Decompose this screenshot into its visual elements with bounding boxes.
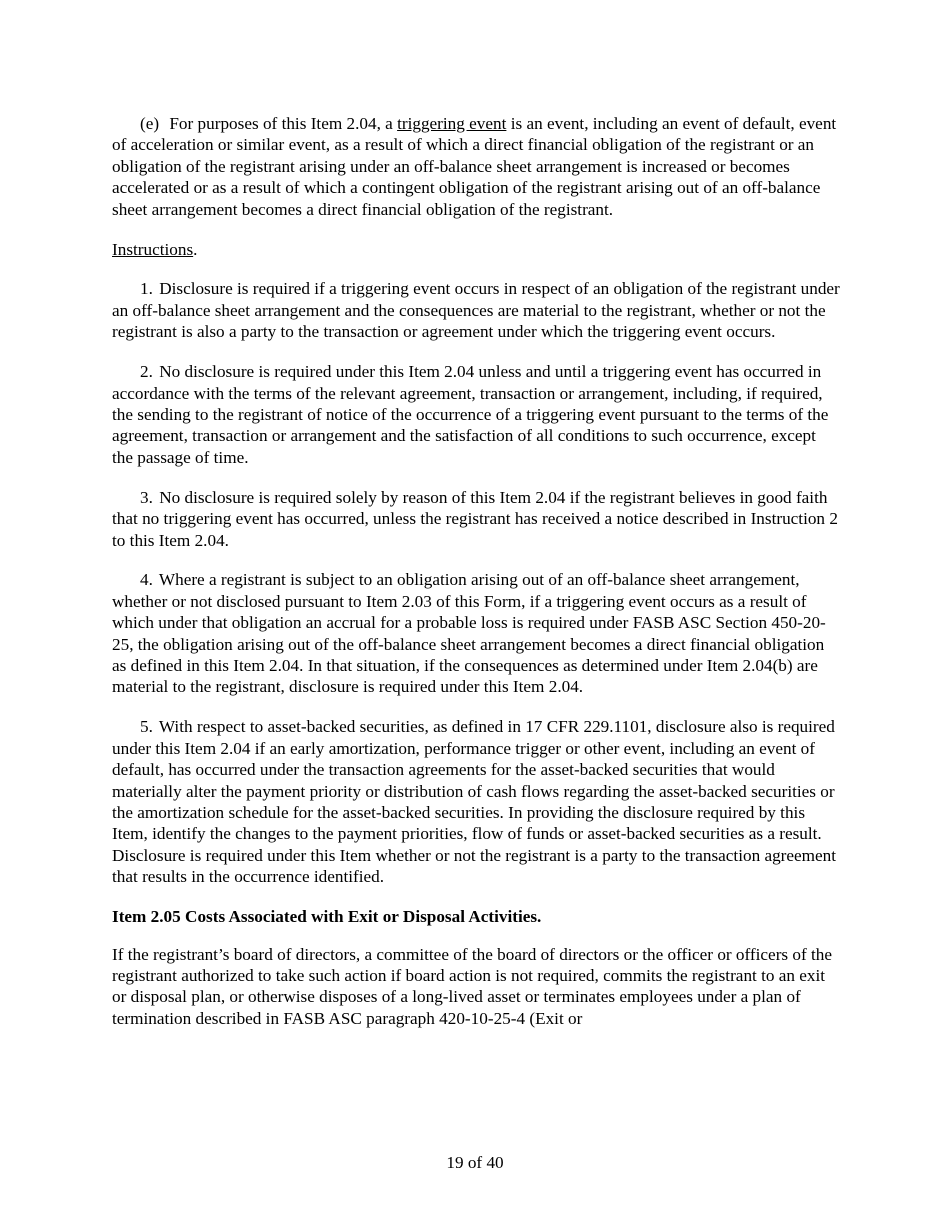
instruction-text: Disclosure is required if a triggering event occurs in respect of an obligation of the registrant under an off-balance sheet arrangement and the consequences are material to the registrant, whether or not the registrant is also a party to the transaction or agreement under which the triggering event occurs. — [112, 279, 840, 342]
instruction-1 — [112, 278, 840, 342]
instruction-text: Where a registrant is subject to an obligation arising out of an off-balance sheet arrangement, whether or not disclosed pursuant to Item 2.03 of this Form, if a triggering event occurs as a result of which under that obligation an accrual for a probable loss is required under FASB ASC Section 450-20-25, the obligation arising out of the off-balance sheet arrangement becomes a direct financial obligation as defined in this Item 2.04. In that situation, if the consequences as determined under Item 2.04(b) are material to the registrant, disclosure is required under this Item 2.04. — [112, 570, 826, 697]
paragraph-e-label: (e) — [140, 114, 160, 133]
instruction-4 — [112, 569, 840, 697]
instruction-number: 5. — [140, 717, 153, 737]
instructions-heading — [112, 239, 840, 260]
instruction-number: 1. — [140, 279, 153, 299]
paragraph-e — [112, 113, 840, 220]
item-205-heading: Item 2.05 Costs Associated with Exit or Disposal Activities. — [112, 907, 542, 927]
instruction-3 — [112, 487, 840, 551]
instruction-number: 2. — [140, 362, 153, 382]
instruction-text: No disclosure is required under this Item 2.04 unless and until a triggering event has occurred in accordance with the terms of the relevant agreement, transaction or arrangement, including, if required, the sending to the registrant of notice of the occurrence of a triggering event pursuant to the terms of the agreement, transaction or arrangement and the satisfaction of all conditions to such occurrence, except the passage of time. — [112, 362, 829, 467]
defined-term-triggering-event: triggering event — [397, 114, 507, 133]
paragraph-e-text-before: For purposes of this Item 2.04, a — [169, 114, 398, 133]
instruction-text: With respect to asset-backed securities, as defined in 17 CFR 229.1101, disclosure also is required under this Item 2.04 if an early amortization, performance trigger or other event, including an event of default, has occurred under the transaction agreements for the asset-backed securities that would materially alter the payment priority or distribution of cash flows regarding the asset-backed securities or the amortization schedule for the asset-backed securities. In providing the disclosure required by this Item, identify the changes to the payment priorities, flow of funds or asset-backed securities as a result. Disclosure is required under this Item whether or not the registrant is a party to the transaction agreement that results in the occurrence identified. — [112, 717, 837, 887]
instruction-number: 4. — [140, 570, 153, 590]
instruction-text: No disclosure is required solely by reason of this Item 2.04 if the registrant believes in good faith that no triggering event has occurred, unless the registrant has received a notice described in Instruction 2 to this Item 2.04. — [112, 487, 838, 550]
instruction-2 — [112, 361, 840, 468]
instruction-number: 3. — [140, 487, 153, 507]
document-body — [112, 113, 840, 1048]
item-205-paragraph: If the registrant’s board of directors, a committee of the board of directors or the officer or officers of the registrant authorized to take such action if board action is not required, commits the registrant to an exit or disposal plan, or otherwise disposes of a long-lived asset or terminates employees under a plan of termination described in FASB ASC paragraph 420-10-25-4 (Exit or — [112, 944, 833, 1028]
page-number: 19 of 40 — [446, 1153, 504, 1172]
instructions-period: . — [193, 239, 198, 259]
paragraph-e-text-after: is an event, including an event of default, event of acceleration or similar event, as a result of which a direct financial obligation of the registrant or an obligation of the registrant arising under an off-balance sheet arrangement is increased or becomes accelerated or as a result of which a contingent obligation of the registrant arising out of an off-balance sheet arrangement becomes a direct financial obligation of the registrant. — [112, 114, 837, 219]
instruction-5 — [112, 716, 840, 887]
instructions-label: Instructions — [112, 239, 194, 259]
